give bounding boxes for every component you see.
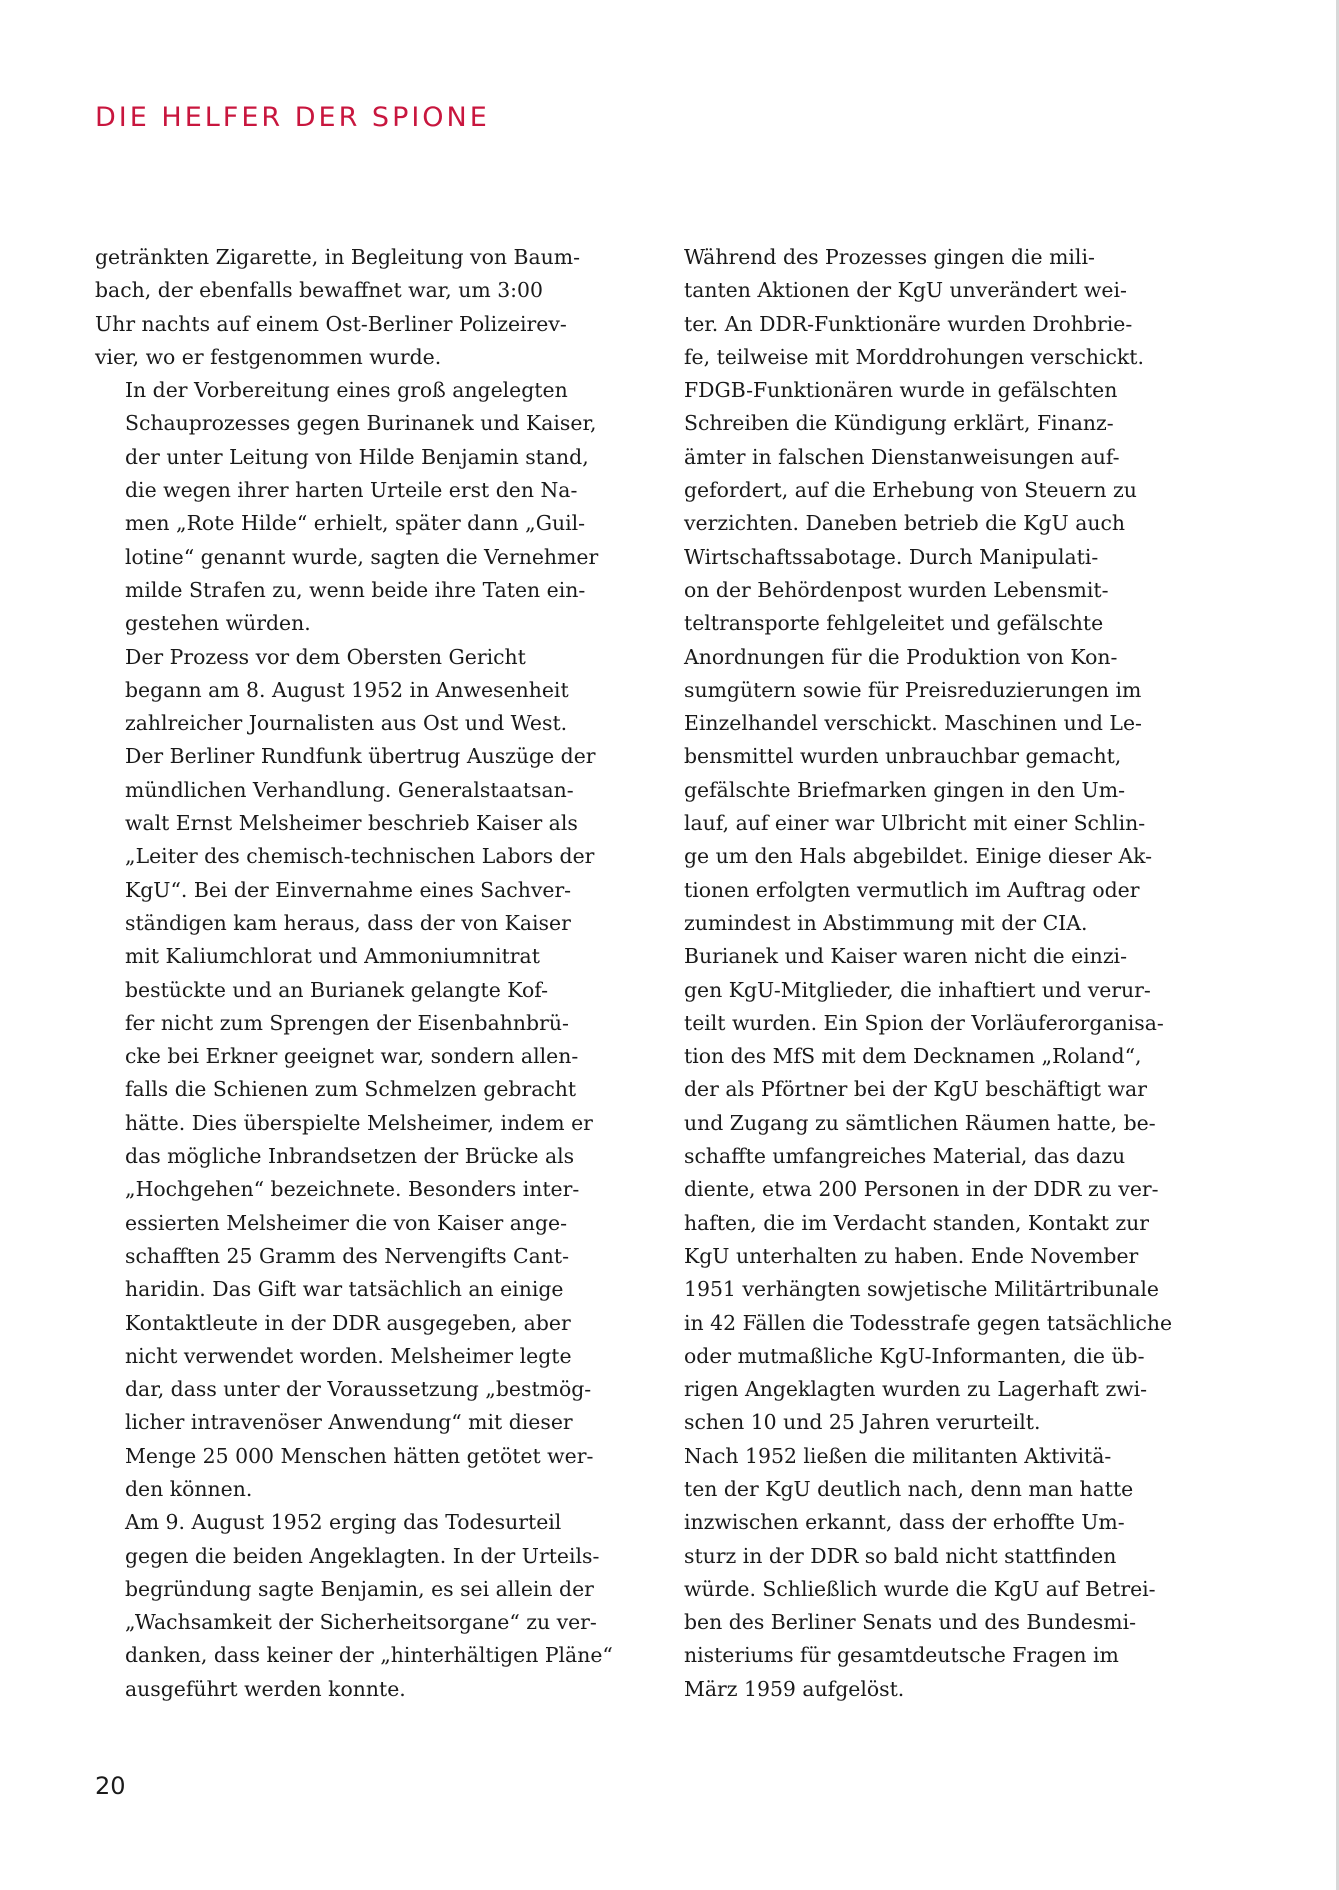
text-line: „Leiter des chemisch-technischen Labors der	[125, 844, 595, 869]
left-column	[95, 241, 620, 1706]
body-paragraph	[654, 940, 1179, 1439]
text-line: rigen Angeklagten wurden zu Lagerhaft zwi-	[684, 1377, 1148, 1402]
text-line: Einzelhandel verschickt. Maschinen und Le-	[684, 711, 1142, 736]
text-line: mündlichen Verhandlung. Generalstaatsan-	[125, 777, 574, 802]
text-line: zumindest in Abstimmung mit der CIA.	[684, 910, 1088, 935]
text-line: teltransporte fehlgeleitet und gefälschte	[684, 611, 1104, 636]
text-line: nisteriums für gesamtdeutsche Fragen im	[684, 1643, 1119, 1668]
text-line: Wirtschaftssabotage. Durch Manipulati-	[684, 544, 1099, 569]
running-head: DIE HELFER DER SPIONE	[95, 102, 490, 133]
text-line: fe, teilweise mit Morddrohungen verschickt.	[684, 344, 1144, 369]
text-line: Uhr nachts auf einem Ost-Berliner Polizeirev-	[95, 311, 567, 336]
text-line: Der Prozess vor dem Obersten Gericht	[125, 644, 526, 669]
text-line: men „Rote Hilde“ erhielt, später dann „Guil-	[125, 511, 586, 536]
text-line: „Hochgehen“ bezeichnete. Besonders inter-	[125, 1177, 580, 1202]
text-line: gestehen würden.	[125, 611, 311, 636]
text-line: haften, die im Verdacht standen, Kontakt zur	[684, 1210, 1150, 1235]
text-line: begann am 8. August 1952 in Anwesenheit	[125, 677, 569, 702]
text-line: schen 10 und 25 Jahren verurteilt.	[684, 1410, 1041, 1435]
text-line: FDGB-Funktionären wurde in gefälschten	[684, 378, 1118, 403]
text-line: tionen erfolgten vermutlich im Auftrag oder	[684, 877, 1140, 902]
text-line: bach, der ebenfalls bewaffnet war, um 3:00	[95, 278, 543, 303]
text-line: tion des MfS mit dem Decknamen „Roland“,	[684, 1044, 1142, 1069]
text-line: gen KgU-Mitglieder, die inhaftiert und verur-	[684, 977, 1151, 1002]
text-line: gefälschte Briefmarken gingen in den Um-	[684, 777, 1125, 802]
text-line: lauf, auf einer war Ulbricht mit einer Schlin-	[684, 811, 1146, 836]
text-line: In der Vorbereitung eines groß angelegten	[125, 378, 568, 403]
text-line: bensmittel wurden unbrauchbar gemacht,	[684, 744, 1122, 769]
text-line: die wegen ihrer harten Urteile erst den Na-	[125, 478, 578, 503]
text-line: lotine“ genannt wurde, sagten die Vernehmer	[125, 544, 599, 569]
text-line: Schreiben die Kündigung erklärt, Finanz-	[684, 411, 1114, 436]
text-line: cke bei Erkner geeignet war, sondern allen-	[125, 1044, 579, 1069]
text-line: falls die Schienen zum Schmelzen gebracht	[125, 1077, 577, 1102]
text-line: zahlreicher Journalisten aus Ost und West.	[125, 711, 568, 736]
text-line: Anordnungen für die Produktion von Kon-	[684, 644, 1118, 669]
body-paragraph	[95, 1506, 620, 1706]
text-line: begründung sagte Benjamin, es sei allein der	[125, 1576, 594, 1601]
text-line: in 42 Fällen die Todesstrafe gegen tatsächliche	[684, 1310, 1173, 1335]
text-line: der als Pförtner bei der KgU beschäftigt war	[684, 1077, 1147, 1102]
text-line: inzwischen erkannt, dass der erhoffte Um-	[684, 1510, 1125, 1535]
text-line: 1951 verhängten sowjetische Militärtribunale	[684, 1277, 1159, 1302]
text-line: schafften 25 Gramm des Nervengifts Cant-	[125, 1243, 569, 1268]
text-line: Während des Prozesses gingen die mili-	[684, 245, 1095, 269]
text-line: fer nicht zum Sprengen der Eisenbahnbrü-	[125, 1010, 569, 1035]
text-line: verzichten. Daneben betrieb die KgU auch	[684, 511, 1126, 536]
text-line: on der Behördenpost wurden Lebensmit-	[684, 577, 1109, 602]
text-line: gegen die beiden Angeklagten. In der Urteils-	[125, 1543, 600, 1568]
text-line: oder mutmaßliche KgU-Informanten, die üb-	[684, 1343, 1145, 1368]
text-line: ausgeführt werden konnte.	[125, 1676, 406, 1701]
text-line: sturz in der DDR so bald nicht stattfinden	[684, 1543, 1117, 1568]
text-line: ter. An DDR-Funktionäre wurden Drohbrie-	[684, 311, 1133, 336]
text-line: Nach 1952 ließen die militanten Aktivitä-	[684, 1443, 1112, 1468]
text-line: vier, wo er festgenommen wurde.	[95, 344, 442, 369]
text-line: Der Berliner Rundfunk übertrug Auszüge der	[125, 744, 596, 769]
text-line: Kontaktleute in der DDR ausgegeben, aber	[125, 1310, 571, 1335]
text-line: haridin. Das Gift war tatsächlich an einige	[125, 1277, 564, 1302]
text-line: milde Strafen zu, wenn beide ihre Taten ein-	[125, 577, 586, 602]
text-line: dar, dass unter der Voraussetzung „bestmög-	[125, 1377, 592, 1402]
text-line: und Zugang zu sämtlichen Räumen hatte, be-	[684, 1110, 1156, 1135]
text-line: ben des Berliner Senats und des Bundesmi-	[684, 1610, 1136, 1635]
text-line: den können.	[125, 1476, 253, 1501]
text-line: ämter in falschen Dienstanweisungen auf-	[684, 444, 1120, 469]
right-column	[654, 241, 1179, 1706]
text-line: Am 9. August 1952 erging das Todesurteil	[125, 1510, 562, 1535]
text-line: teilt wurden. Ein Spion der Vorläuferorganisa-	[684, 1010, 1164, 1035]
text-line: sumgütern sowie für Preisreduzierungen im	[684, 677, 1142, 702]
text-line: „Wachsamkeit der Sicherheitsorgane“ zu ver-	[125, 1610, 597, 1635]
text-line: getränkten Zigarette, in Begleitung von Baum-	[95, 245, 580, 269]
text-line: das mögliche Inbrandsetzen der Brücke als	[125, 1144, 575, 1169]
text-line: licher intravenöser Anwendung“ mit dieser	[125, 1410, 573, 1435]
body-paragraph	[654, 241, 1179, 940]
page-number: 20	[95, 1772, 126, 1800]
text-line: ständigen kam heraus, dass der von Kaiser	[125, 910, 571, 935]
body-paragraph	[95, 374, 620, 640]
text-line: KgU“. Bei der Einvernahme eines Sachver-	[125, 877, 572, 902]
text-line: würde. Schließlich wurde die KgU auf Betrei-	[684, 1576, 1156, 1601]
text-line: mit Kaliumchlorat und Ammoniumnitrat	[125, 944, 540, 969]
text-line: hätte. Dies überspielte Melsheimer, indem er	[125, 1110, 593, 1135]
text-line: nicht verwendet worden. Melsheimer legte	[125, 1343, 572, 1368]
text-line: tanten Aktionen der KgU unverändert wei-	[684, 278, 1127, 303]
text-line: KgU unterhalten zu haben. Ende November	[684, 1243, 1139, 1268]
body-paragraph	[95, 241, 620, 374]
text-line: der unter Leitung von Hilde Benjamin stand,	[125, 444, 589, 469]
text-line: danken, dass keiner der „hinterhältigen Pläne“	[125, 1643, 613, 1668]
text-line: essierten Melsheimer die von Kaiser ange-	[125, 1210, 567, 1235]
text-line: Menge 25 000 Menschen hätten getötet wer-	[125, 1443, 594, 1468]
text-line: ge um den Hals abgebildet. Einige dieser Ak-	[684, 844, 1153, 869]
text-line: Burianek und Kaiser waren nicht die einzi-	[684, 944, 1127, 969]
text-line: März 1959 aufgelöst.	[684, 1676, 905, 1701]
text-line: schaffte umfangreiches Material, das dazu	[684, 1144, 1126, 1169]
text-line: ten der KgU deutlich nach, denn man hatte	[684, 1476, 1134, 1501]
text-line: diente, etwa 200 Personen in der DDR zu ver-	[684, 1177, 1159, 1202]
text-line: Schauprozesses gegen Burinanek und Kaiser,	[125, 411, 597, 436]
body-paragraph	[95, 641, 620, 1507]
text-line: bestückte und an Burianek gelangte Kof-	[125, 977, 548, 1002]
text-line: gefordert, auf die Erhebung von Steuern zu	[684, 478, 1137, 503]
body-paragraph	[654, 1440, 1179, 1706]
text-line: walt Ernst Melsheimer beschrieb Kaiser als	[125, 811, 578, 836]
